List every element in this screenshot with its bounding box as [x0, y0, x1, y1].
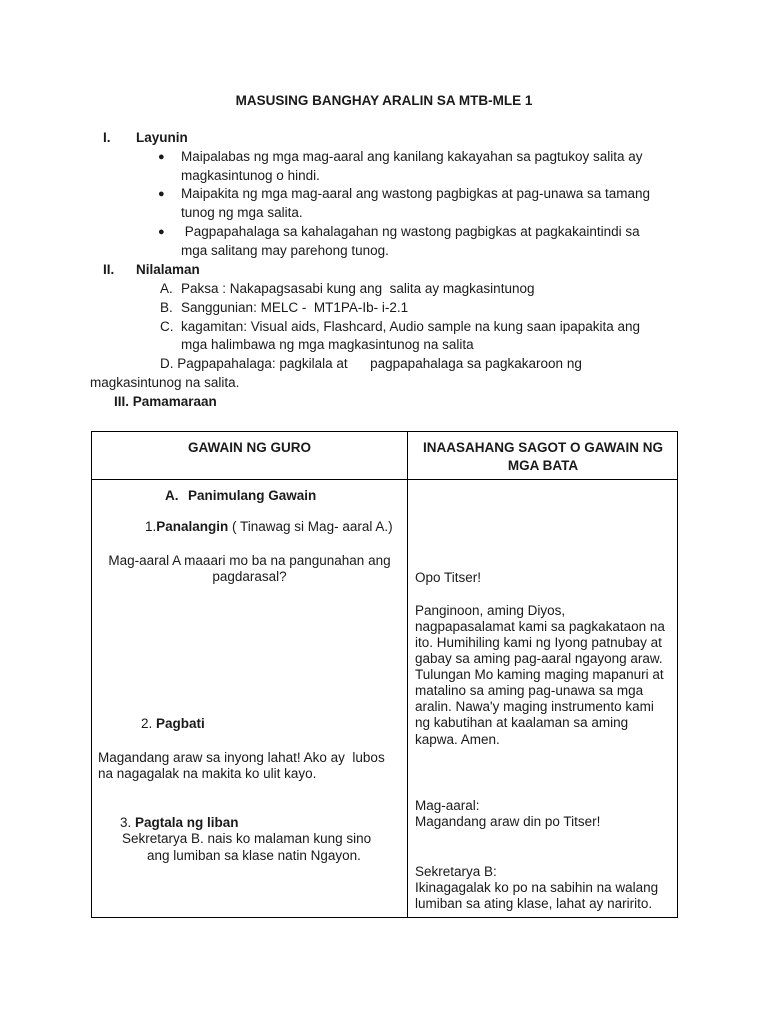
bullet-icon: ● — [158, 188, 165, 200]
teacher-section-title: Panimulang Gawain — [188, 488, 317, 503]
teacher-greeting-step — [141, 715, 205, 733]
attendance-step-number: 3. — [120, 815, 132, 830]
students-prayer-line: nagpapasalamat kami sa pagkakataon na — [415, 619, 665, 634]
content-item-b-text: Sanggunian: MELC - MT1PA-Ib- i-2.1 — [181, 300, 409, 315]
content-heading: Nilalaman — [136, 262, 200, 277]
students-attendance-line-2: lumiban sa ating klase, lahat ay naririto. — [415, 896, 653, 911]
teacher-greeting-line-1: Magandang araw sa inyong lahat! Ako ay lubos — [98, 750, 385, 765]
teacher-attendance-line-1: Sekretarya B. nais ko malaman kung sino — [122, 831, 372, 846]
students-prayer-line: kapwa. Amen. — [415, 732, 500, 747]
teacher-section-heading — [165, 487, 316, 505]
teacher-prayer-prompt-line-2: pagdarasal? — [212, 569, 287, 584]
attendance-step-label: Pagtala ng liban — [135, 815, 239, 830]
procedure-heading: III. Pamamaraan — [114, 394, 217, 409]
students-prayer-line: Tulungan Mo kaming maging mapanuri at — [415, 667, 664, 682]
content-item-d-line-2: magkasintunog na salita. — [90, 375, 240, 390]
objective-3-line-2: mga salitang may parehong tunog. — [181, 243, 389, 258]
header-students-line-2: MGA BATA — [507, 458, 579, 473]
content-numeral: II. — [103, 262, 115, 277]
header-students-line-1: INAASAHANG SAGOT O GAWAIN NG — [422, 440, 663, 455]
teacher-greeting-line-2: na nagagalak na makita ko ulit kayo. — [98, 766, 317, 781]
students-greeting-reply: Magandang araw din po Titser! — [415, 814, 601, 829]
objective-2-line-1: Maipakita ng mga mag-aaral ang wastong pagbigkas at pag-unawa sa tamang — [181, 186, 651, 201]
greeting-step-label: Pagbati — [156, 716, 205, 731]
teacher-prayer-step — [145, 518, 393, 536]
objectives-heading: Layunin — [136, 130, 188, 145]
content-item-c-line-1: kagamitan: Visual aids, Flashcard, Audio sample na kung saan ipapakita ang — [181, 319, 641, 334]
teacher-attendance-line-2: ang lumiban sa klase natin Ngayon. — [147, 848, 361, 863]
teacher-section-letter: A. — [165, 488, 179, 503]
prayer-step-label: Panalangin — [156, 519, 229, 534]
table-header-divider — [92, 479, 677, 480]
objective-1-line-2: magkasintunog o hindi. — [181, 168, 320, 183]
objective-2-line-2: tunog ng mga salita. — [181, 205, 303, 220]
content-item-d-line-1: D. Pagpapahalaga: pagkilala at pagpapahalaga sa pagkakaroon ng — [160, 356, 582, 371]
greeting-step-number: 2. — [141, 716, 153, 731]
bullet-icon: ● — [158, 151, 165, 163]
students-attendance-line-1: Ikinagagalak ko po na sabihin na walang — [415, 880, 659, 895]
students-prayer-line: matalino sa aming pag-unawa sa mga — [415, 683, 644, 698]
prayer-step-number: 1. — [145, 519, 157, 534]
students-greeting-speaker: Mag-aaral: — [415, 798, 480, 813]
header-teacher: GAWAIN NG GURO — [187, 440, 311, 455]
students-prayer-line: Panginoon, aming Diyos, — [415, 603, 566, 618]
teacher-attendance-step — [120, 815, 239, 831]
content-item-c-line-2: mga halimbawa ng mga magkasintunog na salita — [181, 337, 474, 352]
prayer-step-note: ( Tinawag si Mag- aaral A.) — [228, 519, 393, 534]
teacher-prayer-prompt-line-1: Mag-aaral A maaari mo ba na pangunahan ang — [108, 553, 391, 568]
objective-3-line-1: Pagpapahalaga sa kahalagahan ng wastong pagbigkas at pagkakaintindi sa — [181, 224, 640, 239]
bullet-icon: ● — [158, 226, 165, 238]
students-prayer-line: ng kabutihan at kaalaman sa aming — [415, 715, 629, 730]
objective-1-line-1: Maipalabas ng mga mag-aaral ang kanilang kakayahan sa pagtukoy salita ay — [181, 149, 643, 164]
document-title: MASUSING BANGHAY ARALIN SA MTB-MLE 1 — [235, 93, 533, 108]
procedure-table — [91, 431, 678, 918]
students-attendance-speaker: Sekretarya B: — [415, 864, 497, 879]
content-item-a-letter: A. — [160, 281, 173, 296]
students-prayer-reply: Opo Titser! — [415, 570, 482, 585]
table-column-divider — [407, 432, 408, 917]
students-prayer-line: aralin. Nawa'y maging instrumento kami — [415, 699, 654, 714]
objectives-numeral: I. — [103, 130, 111, 145]
content-item-b-letter: B. — [160, 300, 173, 315]
content-item-c-letter: C. — [160, 319, 174, 334]
students-prayer-line: gabay sa aming pag-aaral ngayong araw. — [415, 651, 663, 666]
content-item-a-text: Paksa : Nakapagsasabi kung ang salita ay magkasintunog — [181, 281, 535, 296]
students-prayer-line: ito. Humihiling kami ng Iyong patnubay at — [415, 635, 662, 650]
